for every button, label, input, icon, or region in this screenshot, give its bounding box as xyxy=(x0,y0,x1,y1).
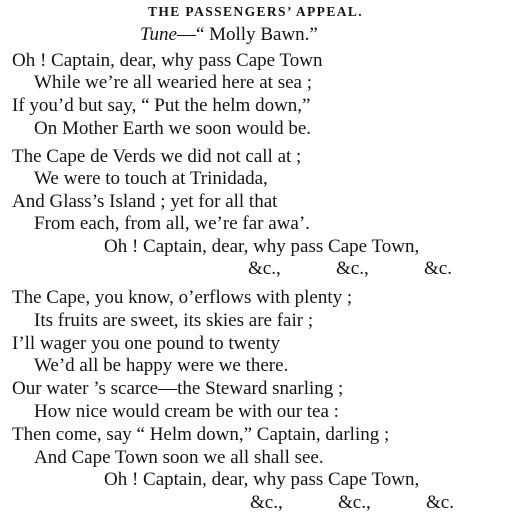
chorus-2-etc-2: &c., xyxy=(338,492,371,513)
stanza-3-line-3: I’ll wager you one pound to twenty xyxy=(12,333,281,354)
tune-name: —“ Molly Bawn.” xyxy=(176,24,318,45)
stanza-2-line-3: And Glass’s Island ; yet for all that xyxy=(12,191,278,212)
chorus-1-etc-3: &c. xyxy=(424,258,452,279)
stanza-4-line-4: And Cape Town soon we all shall see. xyxy=(34,447,324,468)
stanza-2-line-2: We were to touch at Trinidada, xyxy=(34,168,268,189)
poem-title: THE PASSENGERS’ APPEAL. xyxy=(147,4,364,19)
stanza-4-line-2: How nice would cream be with our tea : xyxy=(34,401,339,422)
stanza-3-line-1: The Cape, you know, o’erflows with plenty ; xyxy=(12,287,353,308)
chorus-2-line: Oh ! Captain, dear, why pass Cape Town, xyxy=(104,469,420,490)
tune-label: Tune xyxy=(140,24,177,45)
stanza-2-line-1: The Cape de Verds we did not call at ; xyxy=(12,146,302,167)
stanza-1-line-3: If you’d but say, “ Put the helm down,” xyxy=(12,95,311,116)
chorus-1-etc-2: &c., xyxy=(336,258,369,279)
chorus-2-etc-3: &c. xyxy=(426,492,454,513)
stanza-3-line-4: We’d all be happy were we there. xyxy=(34,355,289,376)
stanza-3-line-2: Its fruits are sweet, its skies are fair ; xyxy=(34,310,314,331)
stanza-1-line-4: On Mother Earth we soon would be. xyxy=(34,118,312,139)
stanza-1-line-2: While we’re all wearied here at sea ; xyxy=(34,72,312,93)
chorus-2-etc-1: &c., xyxy=(250,492,283,513)
stanza-4-line-3: Then come, say “ Helm down,” Captain, darling ; xyxy=(12,424,390,445)
tune-line xyxy=(140,24,318,46)
stanza-2-line-4: From each, from all, we’re far awa’. xyxy=(34,213,310,234)
chorus-1-etc-1: &c., xyxy=(248,258,281,279)
stanza-4-line-1: Our water ’s scarce—the Steward snarling ; xyxy=(12,378,344,399)
stanza-1-line-1: Oh ! Captain, dear, why pass Cape Town xyxy=(12,50,323,71)
chorus-1-line: Oh ! Captain, dear, why pass Cape Town, xyxy=(104,236,420,257)
